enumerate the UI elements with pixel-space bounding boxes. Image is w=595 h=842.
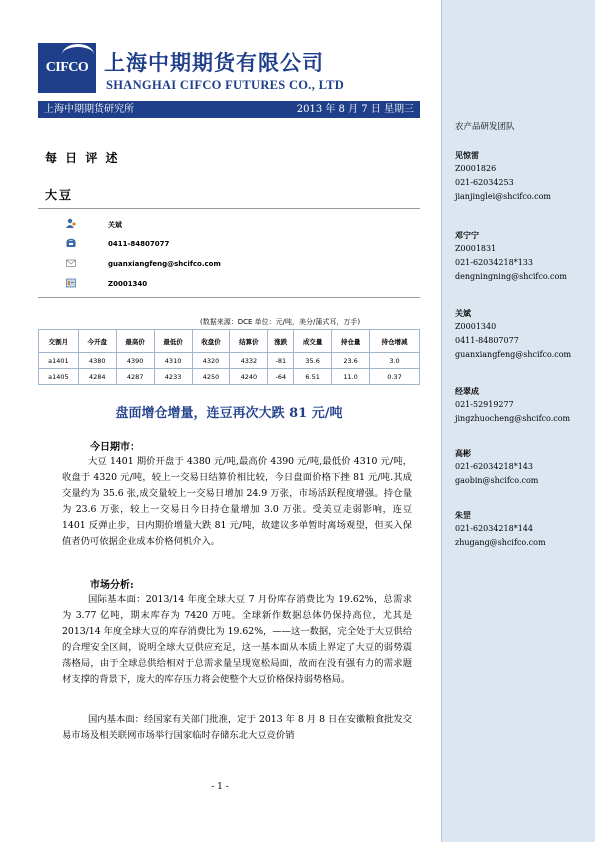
person-id: Z0001826: [455, 164, 497, 173]
table-cell: -64: [268, 369, 294, 385]
divider: [38, 208, 420, 209]
page-number: - 1 -: [211, 782, 229, 792]
data-source-note: (数据来源：DCE 单位：元/吨，美分/蒲式耳，万手): [200, 318, 361, 326]
paragraph-domestic: 国内基本面：经国家有关部门批准，定于 2013 年 8 月 8 日在安徽粮食批发交易市场及相关联网市场举行国家临时存储东北大豆竞价销: [62, 714, 412, 741]
article-headline: 盘面增仓增量，连豆再次大跌 81 元/吨: [115, 406, 343, 421]
paragraph-today: 大豆 1401 期价开盘于 4380 元/吨,最高价 4390 元/吨,最低价 4310 元/吨，收盘于 4320 元/吨，较上一交易日结算价相比较，今日盘面价格下挫 81 元/吨.其成交量约为 35.6 张,成交量较上一交易日增加 24.9 万张，市场活跃程度增强。持仓量为 23.6 万张，较上一交易日今日持仓量增加 3.0 万张。受美豆走弱影响，连豆 1401 反弹止步，日内期价增量大跌 81 元/吨，故建议多单暂时离场观望，但买入保值者仍可依据企业成本价格伺机介入。: [62, 456, 412, 547]
table-cell: 4310: [154, 353, 192, 369]
col-header: 结算价: [230, 330, 268, 353]
person-phone: 021-62034218*143: [455, 462, 533, 471]
table-cell: 4390: [116, 353, 154, 369]
analyst-name: 关斌: [108, 221, 122, 229]
person-phone: 021-62034218*144: [455, 524, 533, 533]
col-header: 交割月: [39, 330, 79, 353]
table-cell: 11.0: [332, 369, 370, 385]
table-cell: 0.37: [370, 369, 420, 385]
col-header: 最低价: [154, 330, 192, 353]
table-cell: 4320: [192, 353, 230, 369]
sidebar-team-title: 农产品研发团队: [455, 122, 515, 132]
table-cell: 35.6: [294, 353, 332, 369]
person-id: Z0001831: [455, 244, 497, 253]
col-header: 最高价: [116, 330, 154, 353]
analyst-email[interactable]: guanxiangfeng@shcifco.com: [108, 260, 221, 268]
mail-icon: [66, 258, 76, 268]
col-header: 涨跌: [268, 330, 294, 353]
header-band: [38, 101, 420, 118]
person-phone: 021-62034253: [455, 178, 514, 187]
person-phone: 021-52919277: [455, 400, 514, 409]
person-email[interactable]: gaobin@shcifco.com: [455, 476, 539, 485]
subheading-analysis: 市场分析:: [90, 580, 134, 591]
paragraph-international: 国际基本面：2013/14 年度全球大豆 7 月份库存消费比为 19.62%，总需求为 3.77 亿吨，期末库存为 7420 万吨。全球新作数据总体仍保持高位，尤其是 2013/14 年度全球大豆的库存消费比为 19.62%，——这一数据，完全处于大豆供给的合理安全区间，说明全球大豆供应充足，这一基本面从本质上界定了大豆的弱势震荡格局，由于全球总供给相对于总需求量呈现宽松局面，故而在没有强有力的需求题材支撑的背景下，庞大的库存压力将会使整个大豆价格保持弱势格局。: [62, 594, 412, 685]
certificate-icon: [66, 278, 76, 288]
person-icon: [66, 218, 76, 228]
person-email[interactable]: zhugang@shcifco.com: [455, 538, 546, 547]
person-phone: 021-62034218*133: [455, 258, 533, 267]
company-name-en: SHANGHAI CIFCO FUTURES CO., LTD: [106, 78, 345, 92]
table-cell: -81: [268, 353, 294, 369]
quote-table: [38, 329, 420, 385]
report-date: 2013 年 8 月 7 日 星期三: [296, 104, 414, 115]
person-email[interactable]: guanxiangfeng@shcifco.com: [455, 350, 572, 359]
table-header-row: [39, 330, 420, 353]
col-header: 收盘价: [192, 330, 230, 353]
person-id: Z0001340: [455, 322, 497, 331]
table-cell: 4332: [230, 353, 268, 369]
col-header: 成交量: [294, 330, 332, 353]
person-name: 经翠成: [455, 386, 479, 396]
person-email[interactable]: dengningning@shcifco.com: [455, 272, 567, 281]
table-cell: 4287: [116, 369, 154, 385]
sidebar-person: [455, 148, 551, 204]
sidebar-person: [455, 508, 546, 550]
person-name: 邓宁宁: [455, 230, 479, 240]
table-cell: a1405: [39, 369, 79, 385]
col-header: 持仓量: [332, 330, 370, 353]
col-header: 今开盘: [78, 330, 116, 353]
table-cell: 4380: [78, 353, 116, 369]
table-cell: 3.0: [370, 353, 420, 369]
sidebar-person: [455, 228, 567, 284]
table-cell: 6.51: [294, 369, 332, 385]
analyst-phone: 0411-84807077: [108, 240, 170, 248]
person-name: 高彬: [455, 448, 471, 458]
company-name-cn: 上海中期期货有限公司: [104, 51, 324, 75]
person-name: 关斌: [455, 308, 471, 318]
table-cell: 4233: [154, 369, 192, 385]
person-email[interactable]: jianjinglei@shcifco.com: [455, 192, 551, 201]
logo-text: CIFCO: [45, 60, 89, 75]
sidebar-person: [455, 446, 538, 488]
table-cell: a1401: [39, 353, 79, 369]
person-email[interactable]: jingzhuocheng@shcifco.com: [455, 414, 571, 423]
table-cell: 4250: [192, 369, 230, 385]
section-title: 每 日 评 述: [45, 151, 120, 165]
table-cell: 4284: [78, 369, 116, 385]
commodity-title: 大豆: [45, 188, 74, 202]
table-cell: 4240: [230, 369, 268, 385]
person-phone: 0411-84807077: [455, 336, 519, 345]
table-cell: 23.6: [332, 353, 370, 369]
analyst-id: Z0001340: [108, 280, 148, 288]
subheading-today: 今日期市：: [90, 442, 140, 453]
table-row: [39, 369, 420, 385]
phone-icon: [66, 238, 76, 248]
sidebar-person: [455, 306, 571, 362]
table-row: [39, 353, 420, 369]
institute-name: 上海中期期货研究所: [44, 104, 134, 115]
person-name: 见惊雷: [455, 150, 479, 160]
sidebar-person: [455, 384, 570, 426]
person-name: 朱罡: [455, 510, 471, 520]
col-header: 持仓增减: [370, 330, 420, 353]
divider: [38, 297, 420, 298]
